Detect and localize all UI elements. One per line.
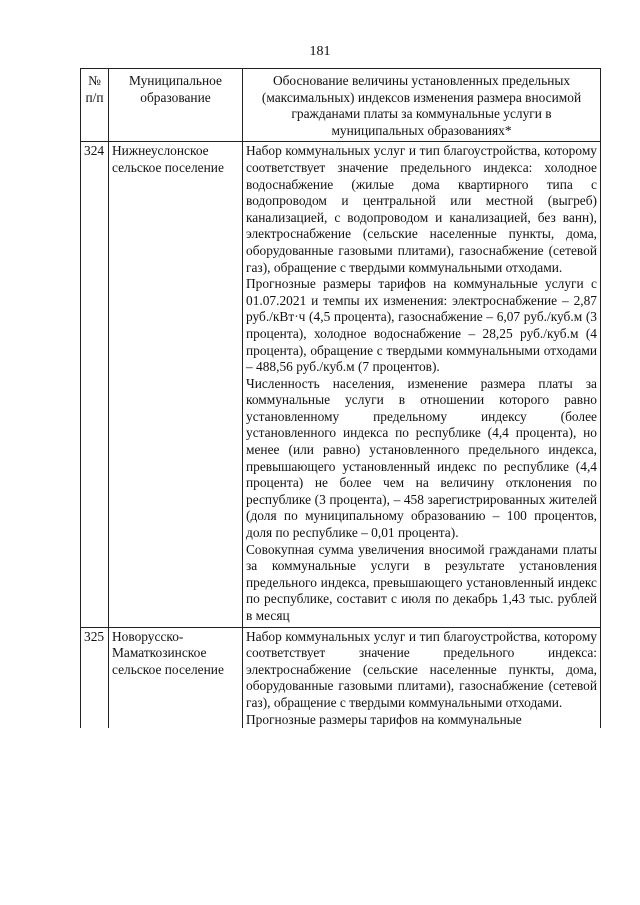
paragraph: Совокупная сумма увеличения вносимой гражданами платы за коммунальные услуги в результате установления предельного индекса, превышающего установленный индекс по республике, составит с июля по декабрь 1,43 тыс. рублей в месяц [246,541,597,623]
row-number: 325 [81,627,109,728]
paragraph: Набор коммунальных услуг и тип благоустройства, которому соответствует значение предельного индекса: холодное водоснабжение (жилые дома квартирного типа с водопроводом и центральной или местной (выгреб) канализацией, с водопроводом и канализацией, без ванн), электроснабжение (сельские населенные пункты, дома, оборудованные газовыми плитами), газоснабжение (сетевой газ), обращение с твердыми коммунальными отходами. [246,143,597,275]
row-municipality: Новорусско-Маматкозинское сельское поселение [109,627,243,728]
table-row [81,627,601,728]
page-number: 181 [309,44,331,59]
tariff-justification-table [80,68,601,728]
paragraph: Прогнозные размеры тарифов на коммунальные услуги с 01.07.2021 и темпы их изменения: электроснабжение – 2,87 руб./кВт·ч (4,5 процента), газоснабжение – 6,07 руб./куб.м (3 процента), холодное водоснабжение – 28,25 руб./куб.м (4 процента), обращение с твердыми коммунальными отходами – 488,56 руб./куб.м (7 процентов). [246,276,597,375]
header-justification: Обоснование величины установленных предельных (максимальных) индексов изменения размера вносимой гражданами платы за коммунальные услуги в муниципальных образованиях* [243,69,601,142]
table-header-row [81,69,601,142]
row-justification [243,627,601,728]
paragraph: Прогнозные размеры тарифов на коммунальные [246,711,522,727]
row-number: 324 [81,142,109,627]
row-municipality: Нижнеуслонское сельское поселение [109,142,243,627]
paragraph: Численность населения, изменение размера платы за коммунальные услуги в отношении которого равно установленному предельному индексу (более установленного индекса по республике (4,4 процента), но менее (или равно) установленного предельного индекса, превышающего установленный индекс по республике (4,4 процента) не более чем на величину отклонения по республике (3 процента), – 458 зарегистрированных жителей (доля по муниципальному образованию – 100 процентов, доля по республике – 0,01 процента). [246,375,597,541]
header-number: № п/п [81,69,109,142]
table-row [81,142,601,627]
header-municipality: Муниципальное образование [109,69,243,142]
paragraph: Набор коммунальных услуг и тип благоустройства, которому соответствует значение предельного индекса: электроснабжение (сельские населенные пункты, дома, оборудованные газовыми плитами), газоснабжение (сетевой газ), обращение с твердыми коммунальными отходами. [246,628,597,710]
row-justification [243,142,601,627]
